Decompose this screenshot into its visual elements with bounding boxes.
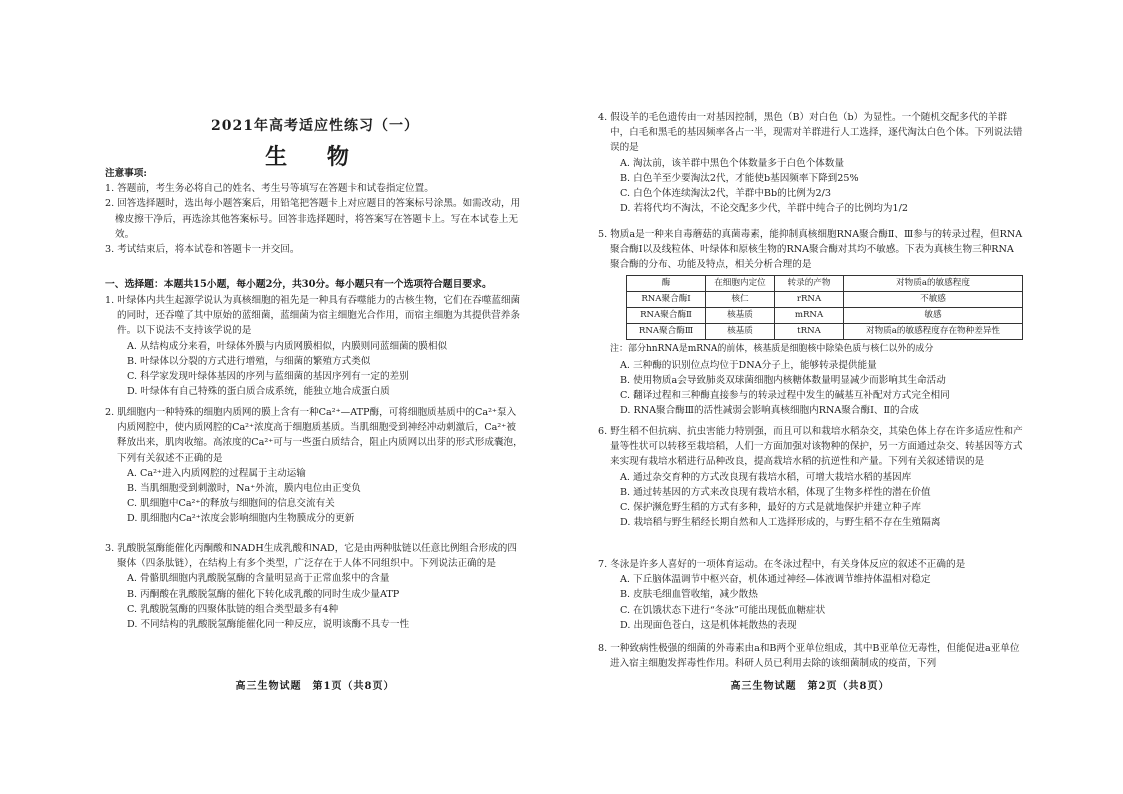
- right-page: [598, 0, 1023, 794]
- option-a: A. Ca²⁺进入内质网腔的过程属于主动运输: [127, 467, 306, 479]
- option-b: B. 白色羊至少要淘汰2代，才能使b基因频率下降到25%: [620, 172, 859, 184]
- notice-item: 3. 考试结束后，将本试卷和答题卡一并交回。: [105, 244, 300, 256]
- option-c: C. 肌细胞中Ca²⁺的释放与细胞间的信息交流有关: [127, 498, 335, 510]
- table-cell: 敏感: [844, 308, 1023, 324]
- question-stem: 1. 叶绿体内共生起源学说认为真核细胞的祖先是一种具有吞噬能力的古核生物，它们在吞噬蓝细菌的同时，还吞噬了其中原始的蓝细菌，蓝细菌为宿主细胞光合作用，而宿主细胞为其提供营养条件。以下说法不支持该学说的是: [105, 295, 521, 337]
- option-d: D. 叶绿体有自己特殊的蛋白质合成系统，能独立地合成蛋白质: [127, 386, 390, 398]
- option-b: B. 通过转基因的方式来改良现有栽培水稻，体现了生物多样性的潜在价值: [620, 486, 931, 498]
- question-4: [598, 110, 1023, 216]
- table-cell: 核仁: [706, 291, 775, 307]
- question-8: [598, 641, 1023, 671]
- option-d: D. 栽培稻与野生稻经长期自然和人工选择形成的，与野生稻不存在生殖隔离: [620, 517, 941, 529]
- option-a: A. 从结构成分来看，叶绿体外膜与内质网膜相似，内膜则同蓝细菌的膜相似: [127, 340, 448, 352]
- table-row: [627, 324, 1023, 340]
- table-cell: tRNA: [775, 324, 844, 340]
- left-page: [105, 0, 525, 794]
- question-stem: 5. 物质a是一种来自毒蘑菇的真菌毒素，能抑制真核细胞RNA聚合酶Ⅱ、Ⅲ参与的转录过程，但RNA聚合酶Ⅰ以及线粒体、叶绿体和原核生物的RNA聚合酶对其均不敏感。下表为真核生物三种RNA聚合酶的分布、功能及特点，相关分析合理的是: [598, 229, 1023, 271]
- question-stem: 4. 假设羊的毛色遗传由一对基因控制，黑色（B）对白色（b）为显性。一个随机交配多代的羊群中，白毛和黑毛的基因频率各占一半，现需对羊群进行人工选择，逐代淘汰白色个体。下列说法错误的是: [598, 112, 1023, 154]
- exam-title: 2021年高考适应性练习（一）: [211, 118, 419, 134]
- table-row: [627, 291, 1023, 307]
- table-cell: 核基质: [706, 308, 775, 324]
- notice-item: 2. 回答选择题时，选出每小题答案后，用铅笔把答题卡上对应题目的答案标号涂黑。如需改动，用橡皮擦干净后，再选涂其他答案标号。回答非选择题时，将答案写在答题卡上。写在本试卷上无效。: [105, 198, 521, 240]
- question-stem: 7. 冬泳是许多人喜好的一项体育运动。在冬泳过程中，有关身体反应的叙述不正确的是: [598, 559, 966, 570]
- option-c: C. 保护濒危野生稻的方式有多种，最好的方式是就地保护并建立种子库: [620, 502, 921, 514]
- table-cell: rRNA: [775, 291, 844, 307]
- option-c: C. 乳酸脱氢酶的四聚体肽链的组合类型最多有4种: [127, 603, 339, 615]
- option-d: D. 肌细胞内Ca²⁺浓度会影响细胞内生物膜成分的更新: [127, 513, 355, 525]
- option-b: B. 叶绿体以分裂的方式进行增殖，与细菌的繁殖方式类似: [127, 355, 371, 367]
- table-cell: 不敏感: [844, 291, 1023, 307]
- question-stem: 3. 乳酸脱氢酶能催化丙酮酸和NADH生成乳酸和NAD，它是由两种肽链以任意比例组合形成的四聚体（四条肽链），在结构上有多个类型，广泛存在于人体不同组织中。下列说法正确的是: [105, 543, 517, 570]
- table-cell: 对物质a的敏感程度存在物种差异性: [844, 324, 1023, 340]
- option-d: D. 若将代均不淘汰，不论交配多少代，羊群中纯合子的比例均为1/2: [620, 203, 908, 215]
- question-stem: 2. 肌细胞内一种特殊的细胞内质网的膜上含有一种Ca²⁺—ATP酶，可将细胞质基质中的Ca²⁺泵入内质网腔中，使内质网腔的Ca²⁺浓度高于细胞质基质。当肌细胞受到神经冲动刺激后，Ca²⁺被释放出来，肌肉收缩。高浓度的Ca²⁺可与一些蛋白质结合，阻止内质网以出芽的形式形成囊泡，下列有关叙述不正确的是: [105, 407, 523, 464]
- question-3: [105, 541, 525, 632]
- option-a: A. 淘汰前，该羊群中黑色个体数量多于白色个体数量: [620, 157, 845, 169]
- enzyme-table: [626, 275, 1023, 341]
- section-heading: 一、选择题：本题共15小题，每小题2分，共30分。每小题只有一个选项符合题目要求。: [105, 279, 492, 290]
- option-b: B. 皮肤毛细血管收缩，减少散热: [620, 589, 758, 601]
- question-stem: 8. 一种致病性极强的细菌的外毒素由a和B两个亚单位组成，其中B亚单位无毒性，但能促进a亚单位进入宿主细胞发挥毒性作用。科研人员已利用去除的该细菌制成的疫苗，下列: [598, 643, 1020, 670]
- option-b: B. 当肌细胞受到刺激时，Na⁺外流，膜内电位由正变负: [127, 483, 361, 495]
- table-header: 转录的产物: [775, 275, 844, 291]
- option-b: B. 丙酮酸在乳酸脱氢酶的催化下转化成乳酸的同时生成少量ATP: [127, 588, 400, 600]
- option-a: A. 骨骼肌细胞内乳酸脱氢酶的含量明显高于正常血浆中的含量: [127, 573, 390, 585]
- option-c: C. 科学家发现叶绿体基因的序列与蓝细菌的基因序列有一定的差别: [127, 371, 409, 383]
- table-note: 注：部分hnRNA是mRNA的前体，核基质是细胞核中除染色质与核仁以外的成分: [610, 344, 934, 355]
- notice-heading: 注意事项:: [105, 168, 147, 179]
- question-5: [598, 227, 1023, 418]
- table-cell: mRNA: [775, 308, 844, 324]
- subject-title: 生 物: [265, 144, 365, 170]
- option-b: B. 使用物质a会导致肺炎双球菌细胞内核糖体数量明显减少而影响其生命活动: [620, 374, 946, 386]
- option-c: C. 在饥饿状态下进行“冬泳”可能出现低血糖症状: [620, 604, 826, 616]
- question-2: [105, 405, 525, 527]
- table-cell: RNA聚合酶Ⅲ: [627, 324, 706, 340]
- option-a: A. 通过杂交育种的方式改良现有栽培水稻，可增大栽培水稻的基因库: [620, 471, 912, 483]
- question-1: [105, 293, 525, 399]
- option-c: C. 白色个体连续淘汰2代，羊群中Bb的比例为2/3: [620, 188, 831, 200]
- table-row: [627, 308, 1023, 324]
- table-header: 在细胞内定位: [706, 275, 775, 291]
- question-6: [598, 424, 1023, 530]
- table-cell: 核基质: [706, 324, 775, 340]
- table-header: 酶: [627, 275, 706, 291]
- table-cell: RNA聚合酶Ⅱ: [627, 308, 706, 324]
- notice-block: [105, 166, 525, 257]
- option-d: D. RNA聚合酶Ⅲ的活性减弱会影响真核细胞内RNA聚合酶Ⅰ、Ⅱ的合成: [620, 405, 919, 417]
- page-footer: 高三生物试题 第1页（共8页）: [235, 681, 395, 692]
- notice-item: 1. 答题前，考生务必将自己的姓名、考生号等填写在答题卡和试卷指定位置。: [105, 183, 434, 195]
- question-stem: 6. 野生稻不但抗病、抗虫害能力特别强，而且可以和栽培水稻杂交，其染色体上存在许多适应性和产量等性状可以转移至栽培稻，人们一方面加强对该物种的保护，另一方面通过杂交、转基因等方式来实现有栽培水稻进行品种改良，提高栽培水稻的抗逆性和产量。下列有关叙述错误的是: [598, 426, 1023, 468]
- table-header: 对物质a的敏感程度: [844, 275, 1023, 291]
- page-footer: 高三生物试题 第2页（共8页）: [730, 681, 890, 692]
- table-cell: RNA聚合酶Ⅰ: [627, 291, 706, 307]
- question-7: [598, 557, 1023, 633]
- option-a: A. 三种酶的识别位点均位于DNA分子上，能够转录提供能量: [620, 359, 877, 371]
- option-d: D. 不同结构的乳酸脱氢酶能催化同一种反应，说明该酶不具专一性: [127, 619, 410, 631]
- table-header-row: [627, 275, 1023, 291]
- option-d: D. 出现面色苍白，这是机体耗散热的表现: [620, 619, 797, 631]
- option-a: A. 下丘脑体温调节中枢兴奋，机体通过神经—体液调节维持体温相对稳定: [620, 574, 931, 586]
- option-c: C. 翻译过程和三种酶直接参与的转录过程中发生的碱基互补配对方式完全相同: [620, 390, 950, 402]
